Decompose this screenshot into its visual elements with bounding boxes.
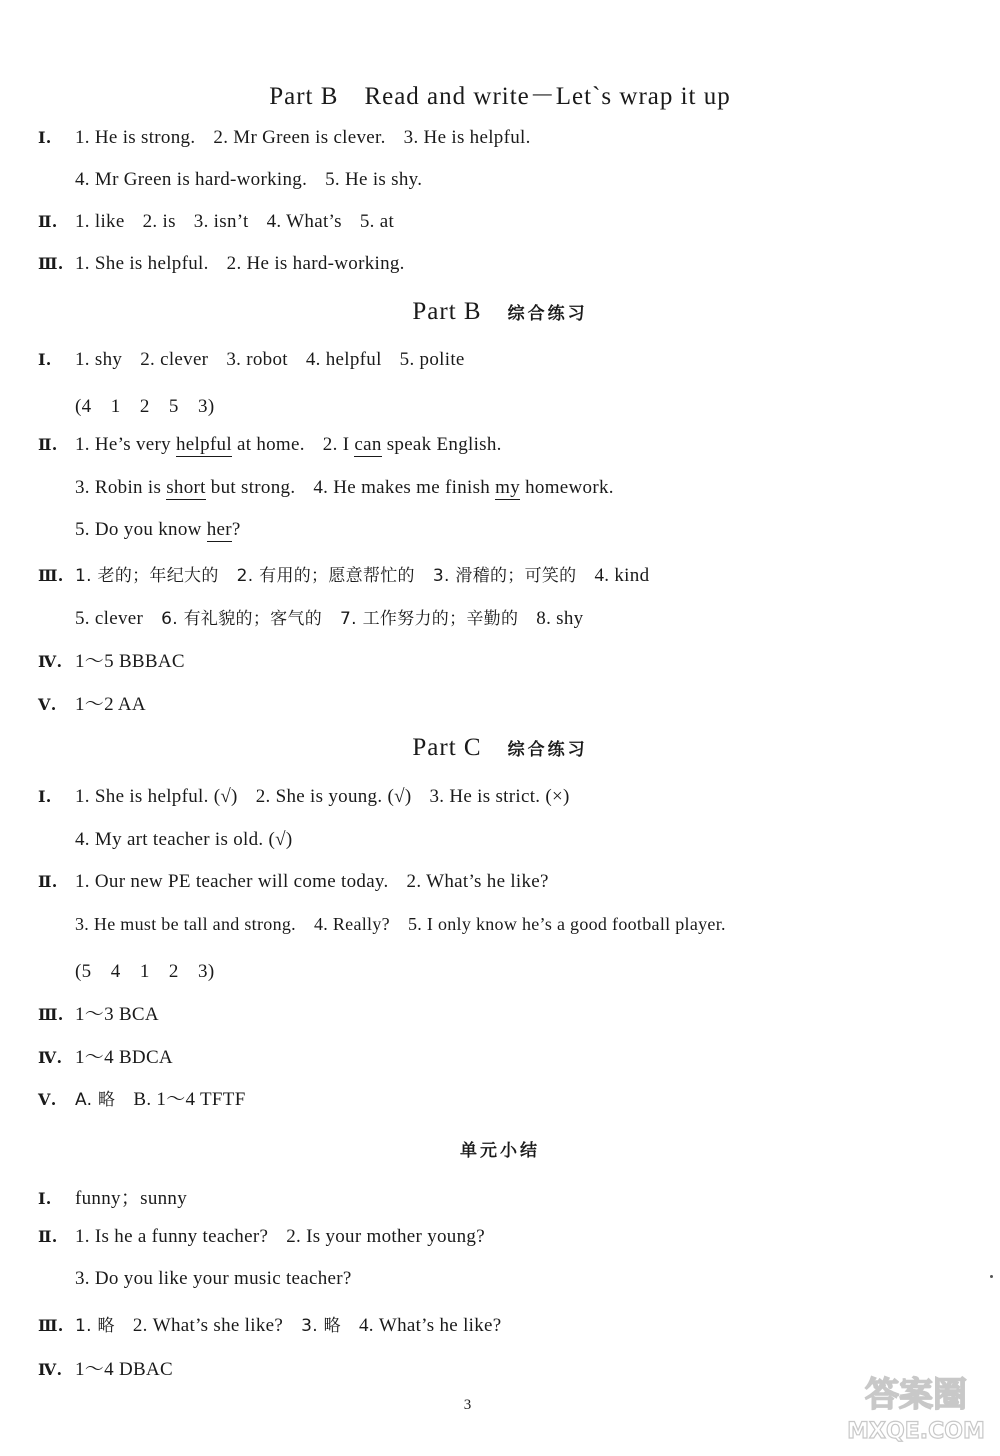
roman-numeral: Ⅱ. xyxy=(38,212,58,231)
section-title-part: Part B xyxy=(269,83,339,110)
answer-item: 5. I only know he’s a good football player. xyxy=(407,914,726,934)
answer-item: 4. kind xyxy=(594,565,650,586)
answer-item: 3. He must be tall and strong. xyxy=(75,914,296,934)
answer-line xyxy=(38,561,649,591)
answer-item: 1. like xyxy=(75,211,125,232)
answer-item: 5. polite xyxy=(399,349,465,370)
answer-item: 3. Do you like your music teacher? xyxy=(75,1268,352,1289)
roman-numeral: Ⅴ. xyxy=(38,1090,57,1109)
roman-numeral: Ⅲ. xyxy=(38,566,64,585)
answer-line xyxy=(38,1042,173,1072)
answer-item: 4. Really? xyxy=(313,914,390,934)
roman-numeral: Ⅳ. xyxy=(38,1360,63,1379)
answer-text: 5. Do you know xyxy=(75,519,207,540)
answer-item: 1～2 AA xyxy=(75,694,146,715)
answer-item: 2. clever xyxy=(140,349,209,370)
answer-line xyxy=(75,391,214,421)
section-title-cn: 综合练习 xyxy=(507,304,588,324)
answer-line xyxy=(38,127,531,157)
answer-item: 2. 有用的；愿意帮忙的 xyxy=(236,566,415,586)
answer-line xyxy=(38,1311,502,1341)
answer-item: 1～4 BDCA xyxy=(75,1047,173,1068)
answer-item: 4. What’s he like? xyxy=(358,1315,502,1336)
roman-numeral: Ⅰ. xyxy=(38,350,52,369)
answer-item: 5. He is shy. xyxy=(325,169,423,190)
answer-line xyxy=(38,253,405,283)
answer-item: 2. Mr Green is clever. xyxy=(213,127,386,148)
answer-line xyxy=(75,519,241,549)
answer-item: 8. shy xyxy=(536,608,584,629)
section-title-part: Part B xyxy=(412,298,482,325)
answer-item: 3. robot xyxy=(226,349,288,370)
answer-line xyxy=(75,477,614,507)
answer-text: at home. xyxy=(231,434,305,455)
answer-item: 1. shy xyxy=(75,349,123,370)
answer-line xyxy=(75,169,422,199)
stray-dot xyxy=(990,1275,993,1278)
answer-item: 4. What’s xyxy=(266,211,342,232)
underlined-answer: can xyxy=(354,434,382,455)
watermark-text-url: MXQE.COM xyxy=(847,1419,985,1444)
watermark-logo xyxy=(846,1364,986,1446)
answer-text: 2. I xyxy=(322,434,355,455)
answer-item: 6. 有礼貌的；客气的 xyxy=(161,609,323,629)
answer-item: 1. Is he a funny teacher? xyxy=(75,1226,269,1247)
section-title-cn: 综合练习 xyxy=(507,740,588,760)
answer-item: 1～4 DBAC xyxy=(75,1359,173,1380)
answer-line xyxy=(38,1183,187,1213)
answer-item: 2. He is hard-working. xyxy=(226,253,405,274)
answer-item: 2. What’s he like? xyxy=(406,871,549,892)
answer-item: 3. He is helpful. xyxy=(403,127,531,148)
answer-line xyxy=(75,604,583,634)
answer-item: 4. My art teacher is old. (√) xyxy=(75,829,293,850)
order-answer: (5 4 1 2 3) xyxy=(75,961,215,982)
answer-line xyxy=(38,1354,173,1384)
answer-line xyxy=(38,349,465,379)
answer-line xyxy=(38,211,394,241)
answer-line xyxy=(38,1084,246,1114)
answer-line xyxy=(38,689,146,719)
roman-numeral: Ⅰ. xyxy=(38,787,52,806)
underlined-answer: short xyxy=(166,477,206,498)
underlined-answer: helpful xyxy=(176,434,232,455)
section-title-part: Part C xyxy=(412,734,482,761)
answer-line xyxy=(38,646,185,676)
roman-numeral: Ⅱ. xyxy=(38,435,58,454)
answer-item: 2. Is your mother young? xyxy=(286,1226,485,1247)
underlined-answer: her xyxy=(206,519,232,540)
answer-line xyxy=(75,1268,352,1298)
answer-item: 4. helpful xyxy=(305,349,382,370)
watermark-text-cn: 答案圈 xyxy=(865,1375,967,1415)
answer-item: funny；sunny xyxy=(75,1188,188,1209)
roman-numeral: Ⅳ. xyxy=(38,1048,63,1067)
answer-item: B. 1～4 TFTF xyxy=(133,1089,246,1110)
answer-item: 2. She is young. (√) xyxy=(255,786,412,807)
answer-text: 1. He’s very xyxy=(75,434,176,455)
answer-line xyxy=(38,871,549,901)
answer-item: 7. 工作努力的；辛勤的 xyxy=(340,609,519,629)
answer-text: ? xyxy=(231,519,241,540)
roman-numeral: Ⅴ. xyxy=(38,695,57,714)
answer-line xyxy=(75,914,726,944)
roman-numeral: Ⅲ. xyxy=(38,1316,64,1335)
answer-line xyxy=(38,434,502,464)
roman-numeral: Ⅲ. xyxy=(38,1005,64,1024)
answer-item: 3. He is strict. (×) xyxy=(429,786,570,807)
answer-line xyxy=(38,1226,485,1256)
roman-numeral: Ⅱ. xyxy=(38,1227,58,1246)
answer-text: 4. He makes me finish xyxy=(313,477,496,498)
answer-line xyxy=(38,786,570,816)
section-title-unit-summary: 单元小结 xyxy=(460,1141,540,1161)
answer-item: A. 略 xyxy=(75,1090,116,1110)
answer-item: 5. clever xyxy=(75,608,144,629)
roman-numeral: Ⅰ. xyxy=(38,1189,52,1208)
answer-item: 1. She is helpful. (√) xyxy=(75,786,238,807)
section-title-text: Read and write－Let`s wrap it up xyxy=(364,83,731,110)
answer-item: 1～5 BBBAC xyxy=(75,651,185,672)
roman-numeral: Ⅳ. xyxy=(38,652,63,671)
roman-numeral: Ⅰ. xyxy=(38,128,52,147)
section-title-part-b-practice xyxy=(0,298,1000,326)
answer-item: 3. 略 xyxy=(301,1316,341,1336)
answer-item: 1. Our new PE teacher will come today. xyxy=(75,871,389,892)
answer-item: 2. What’s she like? xyxy=(132,1315,284,1336)
answer-item: 1. 老的；年纪大的 xyxy=(75,566,219,586)
answer-item: 3. 滑稽的；可笑的 xyxy=(432,566,577,586)
underlined-answer: my xyxy=(495,477,521,498)
section-title-part-c-practice xyxy=(0,734,1000,762)
roman-numeral: Ⅲ. xyxy=(38,254,64,273)
section-title-part-b-read-write xyxy=(0,76,1000,112)
answer-item: 2. is xyxy=(142,211,176,232)
answer-item: 3. isn’t xyxy=(193,211,249,232)
answer-item: 4. Mr Green is hard-working. xyxy=(75,169,308,190)
roman-numeral: Ⅱ. xyxy=(38,872,58,891)
answer-line xyxy=(75,829,293,859)
answer-line xyxy=(75,956,214,986)
answer-text: speak English. xyxy=(381,434,502,455)
answer-text: 3. Robin is xyxy=(75,477,167,498)
answer-text: but strong. xyxy=(205,477,296,498)
answer-item: 1～3 BCA xyxy=(75,1004,159,1025)
answer-item: 1. He is strong. xyxy=(75,127,196,148)
answer-text: homework. xyxy=(520,477,614,498)
answer-item: 1. She is helpful. xyxy=(75,253,209,274)
answer-item: 1. 略 xyxy=(75,1316,115,1336)
page-number: 3 xyxy=(463,1397,472,1413)
order-answer: (4 1 2 5 3) xyxy=(75,396,215,417)
answer-item: 5. at xyxy=(359,211,395,232)
answer-line xyxy=(38,999,159,1029)
